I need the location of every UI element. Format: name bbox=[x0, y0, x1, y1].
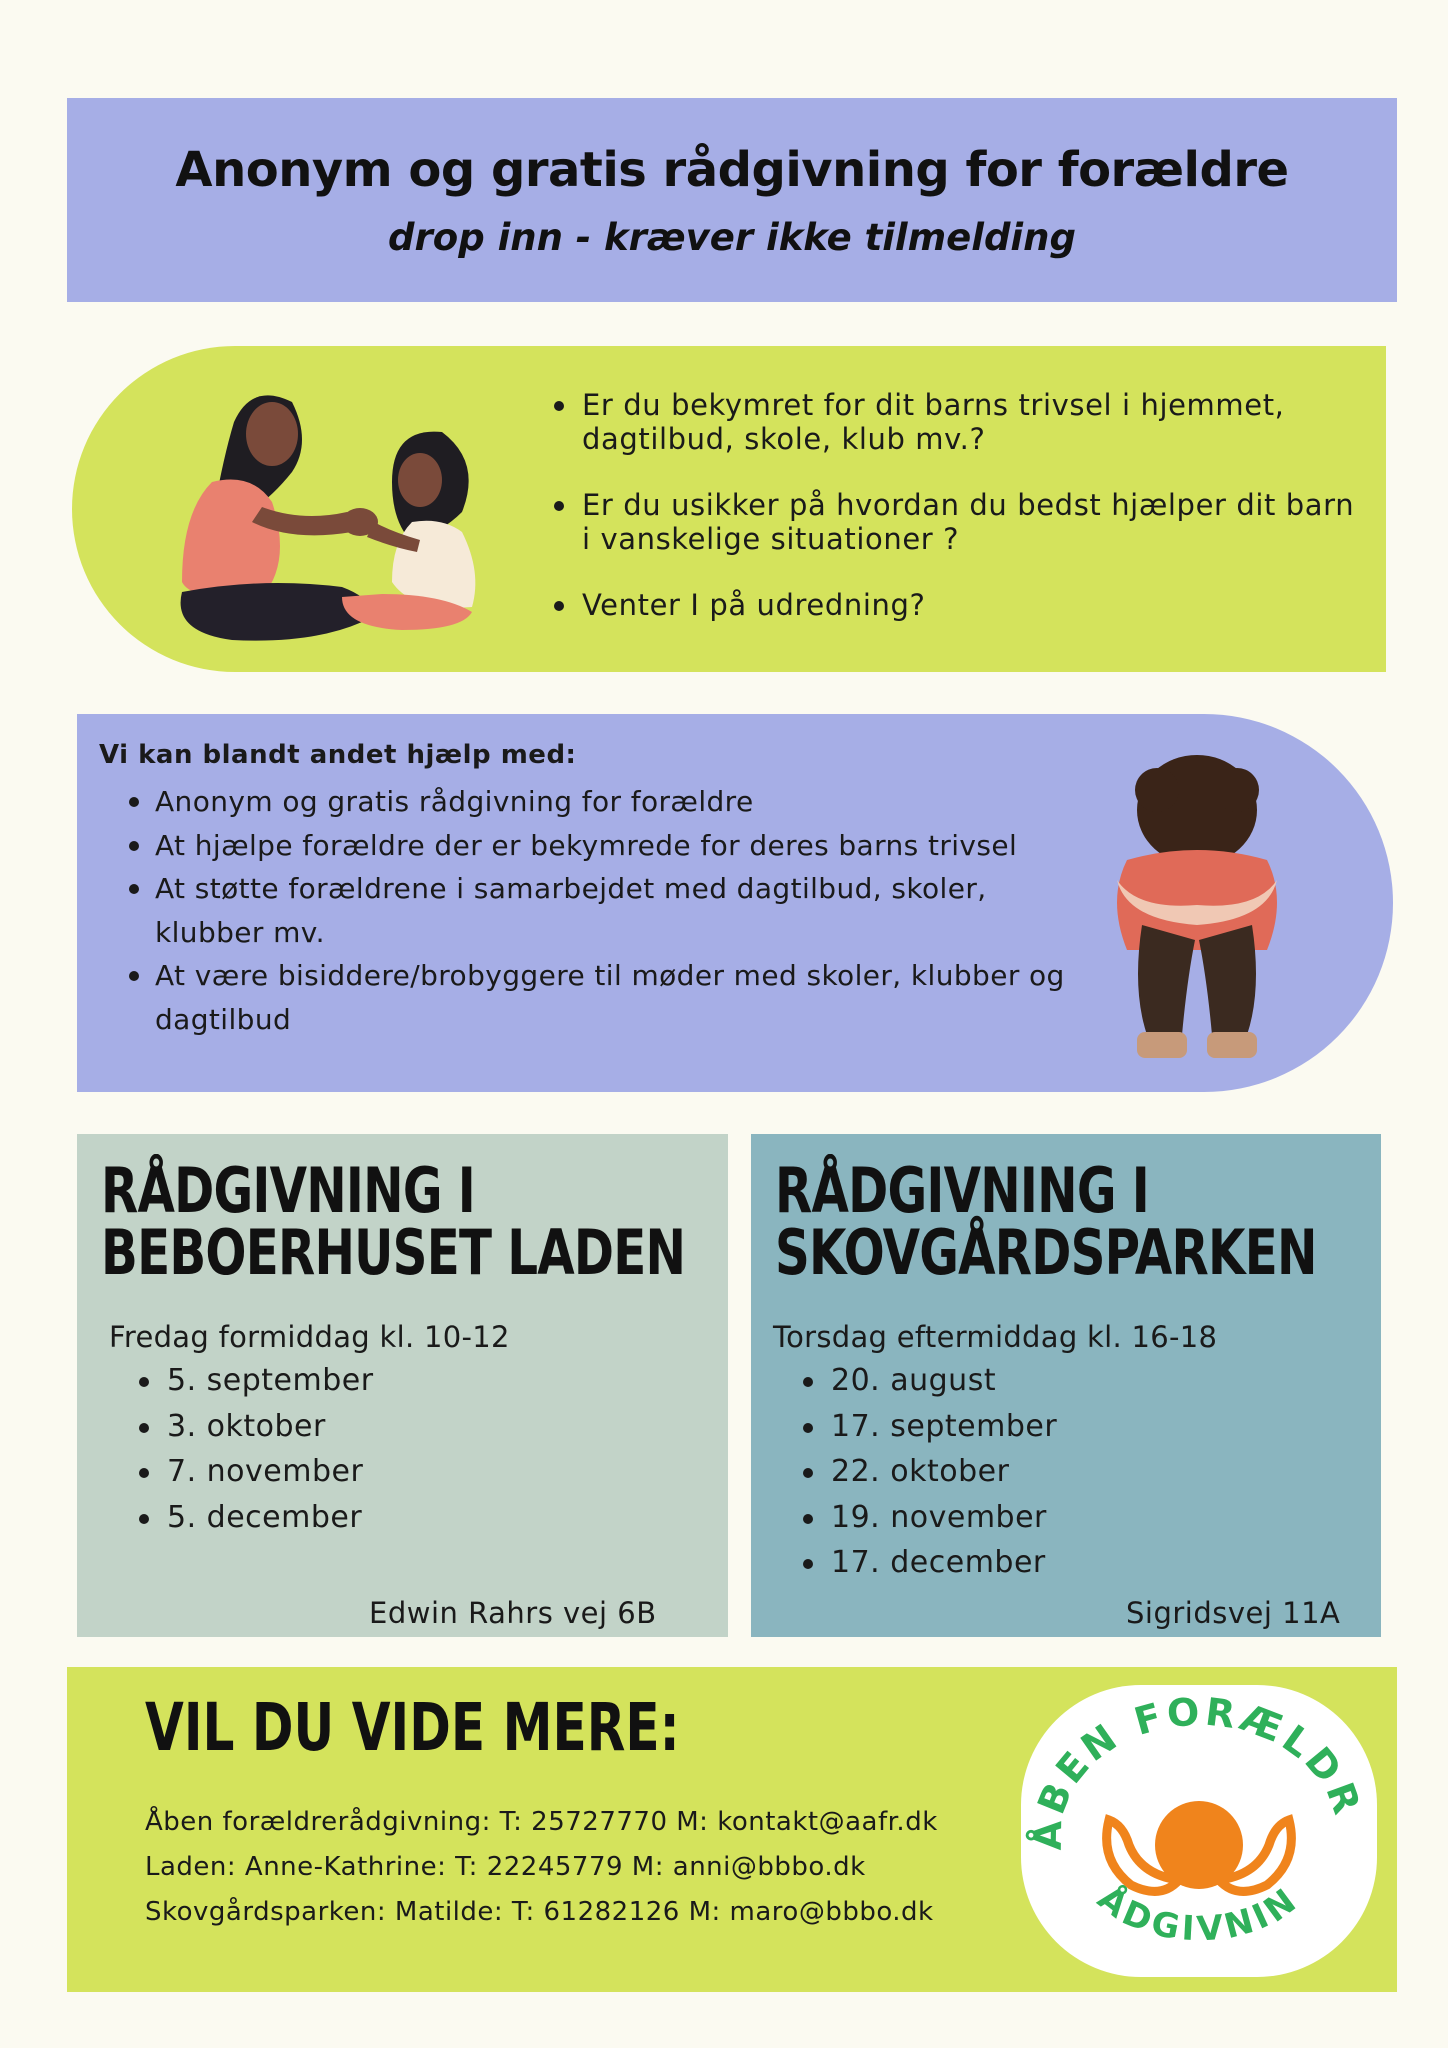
contact-line: Åben forældrerådgivning: T: 25727770 M: kontakt@aafr.dk bbox=[145, 1807, 938, 1837]
contact-title: VIL DU VIDE MERE: bbox=[145, 1689, 680, 1766]
help-item: Anonym og gratis rådgivning for forældre bbox=[125, 780, 1085, 824]
location-dates bbox=[139, 1358, 374, 1540]
help-item: At støtte forældrene i samarbejdet med dagtilbud, skoler, klubber mv. bbox=[125, 867, 1085, 954]
help-heading: Vi kan blandt andet hjælp med: bbox=[99, 740, 577, 770]
location-address: Sigridsvej 11A bbox=[1126, 1596, 1341, 1630]
contact-line: Laden: Anne-Kathrine: T: 22245779 M: anni@bbbo.dk bbox=[145, 1852, 866, 1882]
questions-panel bbox=[72, 346, 1386, 672]
logo-mark bbox=[1021, 1685, 1377, 1977]
date-item: 22. oktober bbox=[803, 1449, 1057, 1495]
location-title: RÅDGIVNING I SKOVGÅRDSPARKEN bbox=[775, 1154, 1317, 1289]
page-subtitle: drop inn - kræver ikke tilmelding bbox=[388, 216, 1076, 259]
date-item: 5. december bbox=[139, 1495, 374, 1541]
logo-text-top: ÅBEN FORÆLDR bbox=[1025, 1689, 1371, 1851]
title-banner bbox=[67, 98, 1397, 302]
date-item: 19. november bbox=[803, 1495, 1057, 1541]
location-panel-laden bbox=[77, 1134, 728, 1637]
location-title: RÅDGIVNING I BEBOERHUSET LADEN bbox=[101, 1154, 686, 1289]
question-item: Er du usikker på hvordan du bedst hjælper dit barn i vanskelige situationer ? bbox=[550, 488, 1370, 556]
question-item: Venter I på udredning? bbox=[550, 588, 1370, 622]
question-list bbox=[550, 388, 1370, 654]
sad-child-illustration bbox=[1087, 750, 1307, 1070]
date-item: 7. november bbox=[139, 1449, 374, 1495]
contact-panel bbox=[67, 1667, 1397, 1992]
location-dates bbox=[803, 1358, 1057, 1586]
logo bbox=[1021, 1685, 1377, 1977]
page-title: Anonym og gratis rådgivning for forældre bbox=[175, 142, 1289, 198]
help-panel bbox=[77, 714, 1393, 1092]
location-schedule: Fredag formiddag kl. 10-12 bbox=[109, 1320, 510, 1354]
location-panel-skovgaardsparken bbox=[751, 1134, 1381, 1637]
date-item: 17. september bbox=[803, 1404, 1057, 1450]
help-list bbox=[125, 780, 1085, 1041]
logo-text-bottom: ÅDGIVNIN bbox=[1090, 1878, 1307, 1950]
question-item: Er du bekymret for dit barns trivsel i hjemmet, dagtilbud, skole, klub mv.? bbox=[550, 388, 1370, 456]
help-item: At hjælpe forældre der er bekymrede for deres barns trivsel bbox=[125, 824, 1085, 868]
date-item: 3. oktober bbox=[139, 1404, 374, 1450]
location-schedule: Torsdag eftermiddag kl. 16-18 bbox=[773, 1320, 1218, 1354]
parent-child-illustration bbox=[142, 372, 582, 662]
date-item: 5. september bbox=[139, 1358, 374, 1404]
help-item: At være bisiddere/brobyggere til møder med skoler, klubber og dagtilbud bbox=[125, 954, 1085, 1041]
date-item: 20. august bbox=[803, 1358, 1057, 1404]
date-item: 17. december bbox=[803, 1540, 1057, 1586]
contact-line: Skovgårdsparken: Matilde: T: 61282126 M: maro@bbbo.dk bbox=[145, 1897, 934, 1927]
location-address: Edwin Rahrs vej 6B bbox=[369, 1596, 657, 1630]
